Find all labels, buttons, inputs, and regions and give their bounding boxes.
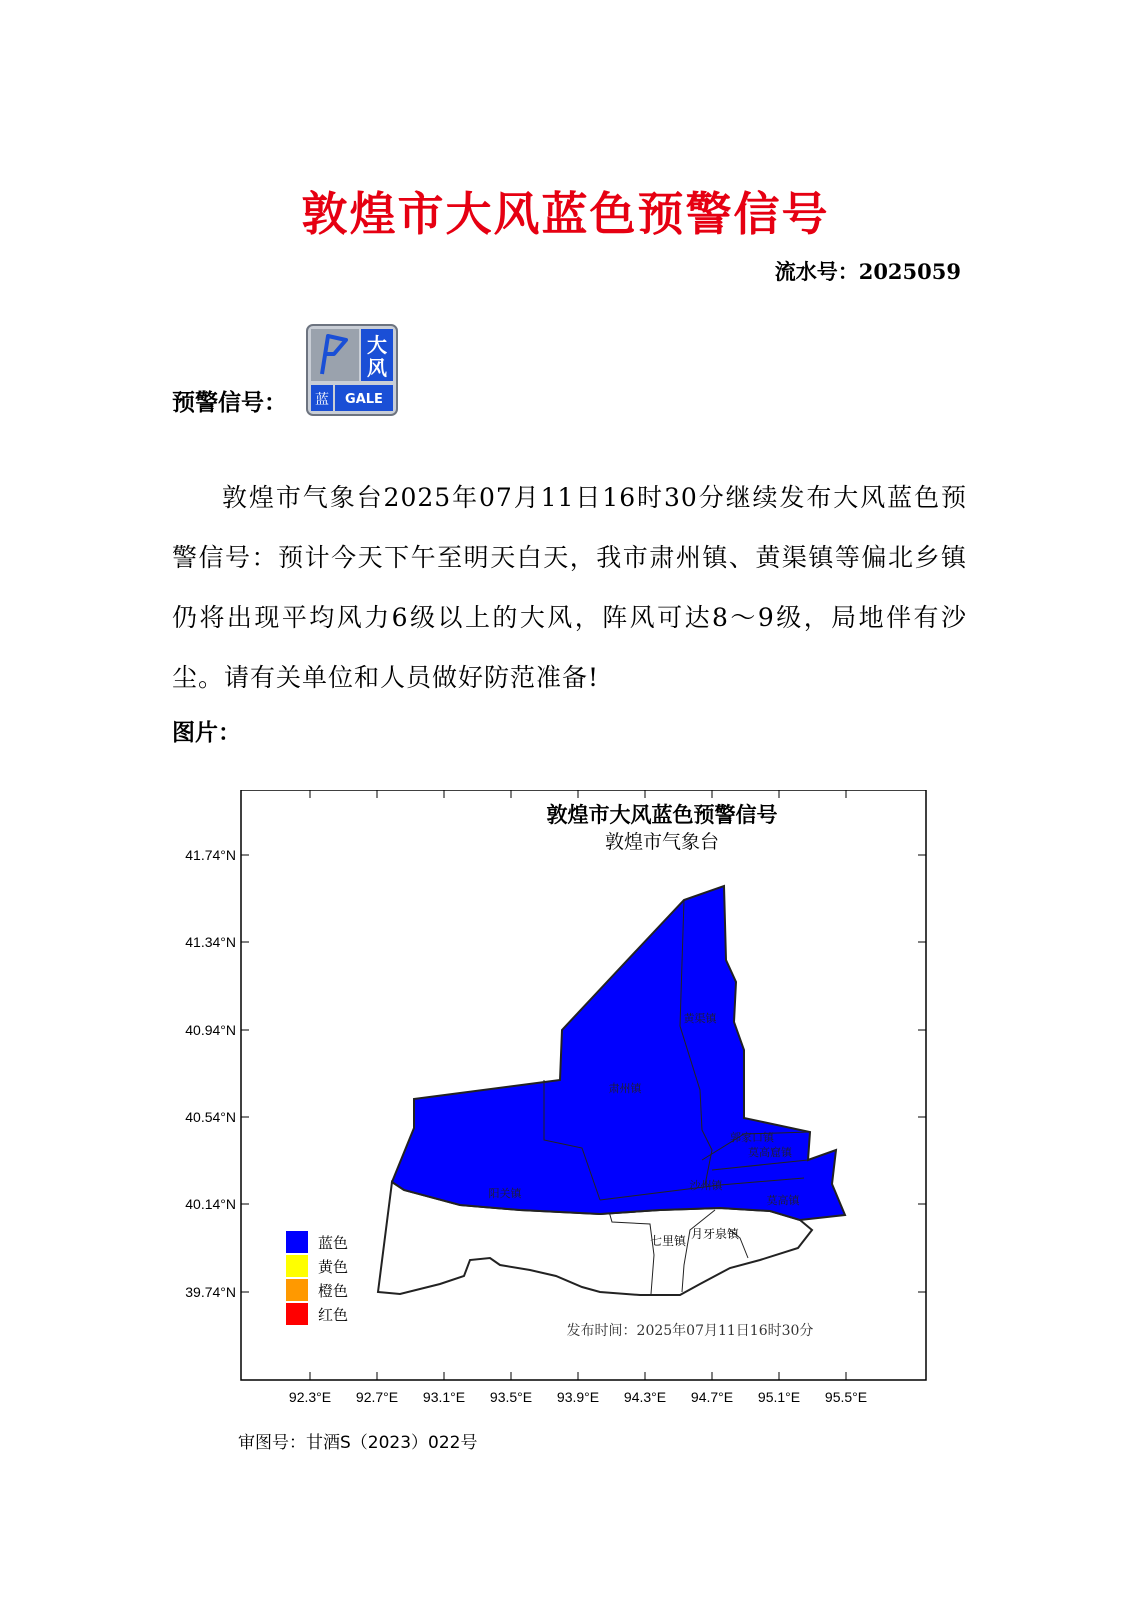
lon-tick-label: 94.3°E <box>623 1389 667 1405</box>
legend-swatch <box>286 1279 308 1301</box>
lon-tick-label: 95.5°E <box>824 1389 868 1405</box>
gale-blue-warning-icon <box>306 324 398 416</box>
legend-swatch <box>286 1303 308 1325</box>
map-subtitle: 敦煌市气象台 <box>604 831 720 853</box>
lon-tick-label: 94.7°E <box>690 1389 734 1405</box>
warning-body-text: 敦煌市气象台2025年07月11日16时30分继续发布大风蓝色预警信号：预计今天下午至明天白天，我市肃州镇、黄渠镇等偏北乡镇仍将出现平均风力6级以上的大风，阵风可达8～9级，局地伴有沙尘。请有关单位和人员做好防范准备! <box>172 483 967 692</box>
town-label-qili: 七里镇 <box>649 1234 687 1248</box>
lon-tick-label: 92.7°E <box>355 1389 399 1405</box>
lon-tick-label: 93.1°E <box>422 1389 466 1405</box>
town-label-guodaokou: 郭家口镇 <box>730 1131 774 1144</box>
lat-tick-label: 41.74°N <box>185 847 236 863</box>
legend-label: 红色 <box>318 1306 349 1324</box>
review-number: 审图号：甘酒S（2023）022号 <box>238 1433 478 1453</box>
lon-tick-label: 92.3°E <box>288 1389 332 1405</box>
document-title: 敦煌市大风蓝色预警信号 <box>301 187 830 241</box>
legend-label: 橙色 <box>318 1282 349 1300</box>
town-label-suzhou: 肃州镇 <box>608 1082 642 1095</box>
town-label-yangguan: 阳关镇 <box>488 1187 522 1200</box>
town-label-huangqu: 黄渠镇 <box>683 1012 717 1025</box>
lat-tick-label: 39.74°N <box>185 1284 236 1300</box>
lon-tick-label: 95.1°E <box>757 1389 801 1405</box>
legend-swatch <box>286 1255 308 1277</box>
town-label-mogao: 莫高镇 <box>766 1194 800 1207</box>
map-release-time: 发布时间：2025年07月11日16时30分 <box>566 1323 814 1339</box>
lon-tick-label: 93.9°E <box>556 1389 600 1405</box>
town-label-yueyaquan: 月牙泉镇 <box>690 1227 740 1241</box>
town-label-mogao-n: 莫高窟镇 <box>748 1146 792 1159</box>
signal-label: 预警信号： <box>172 390 287 416</box>
icon-english: GALE <box>345 392 383 407</box>
legend-label: 蓝色 <box>318 1234 349 1252</box>
lat-tick-label: 41.34°N <box>185 934 236 950</box>
map-title: 敦煌市大风蓝色预警信号 <box>546 802 778 827</box>
lon-tick-label: 93.5°E <box>489 1389 533 1405</box>
lat-tick-label: 40.94°N <box>185 1022 236 1038</box>
lat-tick-label: 40.14°N <box>185 1196 236 1212</box>
legend-swatch <box>286 1231 308 1253</box>
serial-number: 流水号：2025059 <box>774 259 961 284</box>
warning-map-figure <box>0 790 1131 1470</box>
picture-label: 图片： <box>172 720 241 746</box>
town-label-shazhou: 沙州镇 <box>689 1179 723 1192</box>
lat-tick-label: 40.54°N <box>185 1109 236 1125</box>
icon-type-char2: 风 <box>367 356 387 380</box>
legend-label: 黄色 <box>318 1258 349 1276</box>
icon-level-char: 蓝 <box>315 392 329 408</box>
icon-type-char1: 大 <box>367 333 387 357</box>
